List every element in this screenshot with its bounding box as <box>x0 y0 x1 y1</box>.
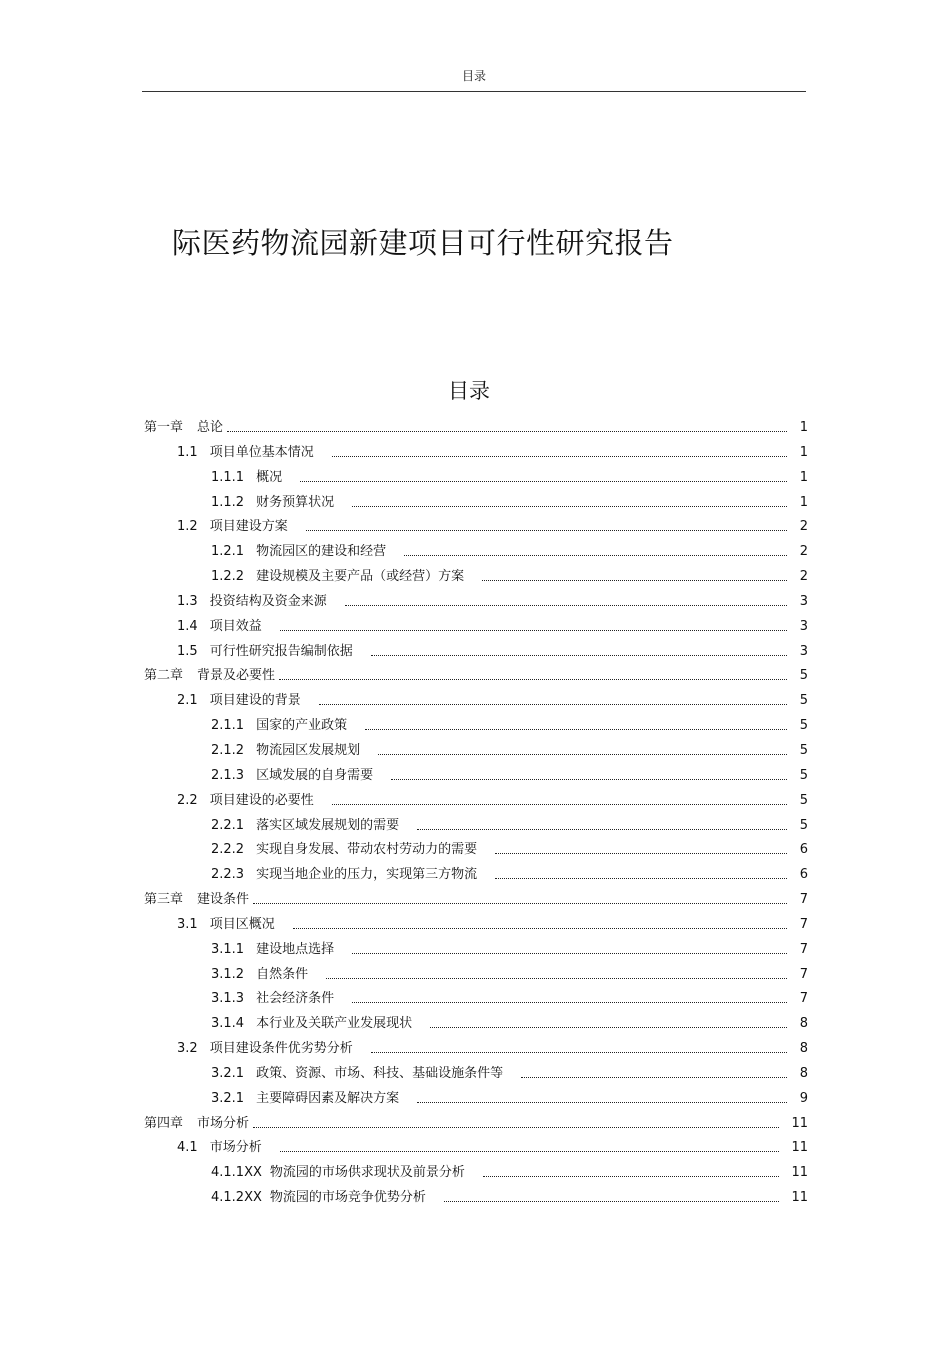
toc-leader-dots <box>306 530 787 531</box>
toc-leader-dots <box>483 1176 779 1177</box>
toc-leader-dots <box>332 456 787 457</box>
toc-entry-title: 项目区概况 <box>209 916 275 932</box>
toc-leader-dots <box>280 1151 779 1152</box>
toc-entry[interactable] <box>144 590 808 615</box>
toc-entry-label <box>211 764 373 789</box>
toc-entry-page: 7 <box>799 941 808 957</box>
toc-entry-page: 1 <box>799 469 808 485</box>
toc-leader-dots <box>430 1027 787 1028</box>
toc-entry-label <box>211 540 386 565</box>
toc-entry-page: 1 <box>799 444 808 460</box>
toc-entry-number: 3.1.3 <box>211 991 245 1007</box>
toc-entry[interactable] <box>144 640 808 665</box>
toc-entry-number: 2.1.1 <box>211 718 245 734</box>
toc-entry-title: 社会经济条件 <box>256 991 335 1007</box>
toc-entry-number: 4.1.2XX <box>211 1190 262 1206</box>
toc-entry-title: 财务预算状况 <box>256 494 335 510</box>
toc-entry-number: 1.1.2 <box>211 494 245 510</box>
toc-entry[interactable] <box>144 714 808 739</box>
toc-leader-dots <box>391 779 787 780</box>
toc-entry[interactable] <box>144 888 808 913</box>
toc-entry-page: 11 <box>791 1115 808 1131</box>
toc-entry[interactable] <box>144 789 808 814</box>
toc-entry-page: 5 <box>799 792 808 808</box>
toc-entry-title: 物流园的市场供求现状及前景分析 <box>269 1165 465 1181</box>
toc-leader-dots <box>365 729 787 730</box>
toc-entry-title: 可行性研究报告编制依据 <box>209 643 353 659</box>
toc-entry-label <box>177 1136 262 1161</box>
toc-entry[interactable] <box>144 963 808 988</box>
toc-entry-page: 2 <box>799 544 808 560</box>
toc-entry[interactable] <box>144 441 808 466</box>
toc-entry-title: 政策、资源、市场、科技、基础设施条件等 <box>256 1065 504 1081</box>
toc-entry-number: 4.1.1XX <box>211 1165 262 1181</box>
toc-entry-label <box>211 1062 503 1087</box>
toc-entry-label <box>211 466 282 491</box>
toc-entry-page: 5 <box>799 668 808 684</box>
toc-entry-number: 3.1.1 <box>211 941 245 957</box>
toc-entry-number: 第二章 <box>144 668 184 684</box>
toc-entry-page: 11 <box>791 1165 808 1181</box>
toc-entry[interactable] <box>144 739 808 764</box>
toc-entry-label <box>144 664 275 689</box>
toc-entry-page: 8 <box>799 1041 808 1057</box>
toc-leader-dots <box>253 1127 779 1128</box>
toc-entry-page: 6 <box>799 842 808 858</box>
toc-entry[interactable] <box>144 416 808 441</box>
toc-leader-dots <box>495 878 787 879</box>
toc-entry-label <box>177 1037 353 1062</box>
running-header <box>142 66 806 92</box>
running-header-title: 目录 <box>461 69 486 83</box>
toc-entry-page: 5 <box>799 817 808 833</box>
toc-leader-dots <box>352 506 787 507</box>
toc-entry-page: 5 <box>799 693 808 709</box>
toc-entry-page: 9 <box>799 1090 808 1106</box>
toc-entry-number: 2.2.3 <box>211 867 245 883</box>
toc-entry-label <box>211 714 347 739</box>
toc-entry-label <box>144 1112 249 1137</box>
toc-entry-label <box>177 441 314 466</box>
toc-entry-title: 市场分析 <box>197 1115 250 1131</box>
toc-entry-title: 建设条件 <box>197 892 250 908</box>
toc-entry-page: 5 <box>799 742 808 758</box>
toc-entry[interactable] <box>144 987 808 1012</box>
toc-entry-label <box>211 739 360 764</box>
toc-entry[interactable] <box>144 515 808 540</box>
toc-entry-page: 11 <box>791 1190 808 1206</box>
toc-entry-page: 3 <box>799 643 808 659</box>
toc-entry-title: 市场分析 <box>209 1140 262 1156</box>
toc-leader-dots <box>404 555 787 556</box>
toc-entry-title: 项目建设条件优劣势分析 <box>209 1041 353 1057</box>
toc-leader-dots <box>293 928 787 929</box>
toc-entry-number: 3.2.1 <box>211 1065 245 1081</box>
toc-entry-number: 2.1.3 <box>211 767 245 783</box>
toc-entry-number: 1.2 <box>177 519 198 535</box>
toc-leader-dots <box>300 481 787 482</box>
toc-leader-dots <box>332 804 787 805</box>
toc-leader-dots <box>279 679 787 680</box>
toc-leader-dots <box>417 1102 787 1103</box>
toc-entry-page: 6 <box>799 867 808 883</box>
toc-entry-page: 7 <box>799 991 808 1007</box>
toc-entry[interactable] <box>144 491 808 516</box>
toc-entry-number: 2.2.2 <box>211 842 245 858</box>
toc-entry-title: 项目单位基本情况 <box>209 444 314 460</box>
toc-leader-dots <box>227 431 787 432</box>
toc-entry-number: 3.1.2 <box>211 966 245 982</box>
toc-entry-label <box>211 987 334 1012</box>
toc-entry[interactable] <box>144 863 808 888</box>
toc-leader-dots <box>444 1201 779 1202</box>
toc-entry[interactable] <box>144 938 808 963</box>
toc-entry-label <box>211 938 334 963</box>
toc-entry[interactable] <box>144 1186 808 1211</box>
toc-entry[interactable] <box>144 615 808 640</box>
toc-entry-number: 1.1.1 <box>211 469 245 485</box>
toc-entry-page: 2 <box>799 519 808 535</box>
toc-leader-dots <box>280 630 787 631</box>
toc-entry[interactable] <box>144 1161 808 1186</box>
toc-entry-number: 第四章 <box>144 1115 184 1131</box>
toc-entry-number: 第三章 <box>144 892 184 908</box>
toc-entry-title: 自然条件 <box>256 966 309 982</box>
toc-entry-page: 5 <box>799 718 808 734</box>
toc-entry-title: 背景及必要性 <box>197 668 276 684</box>
toc-entry[interactable] <box>144 1087 808 1112</box>
toc-entry-label <box>211 1161 465 1186</box>
toc-entry-label <box>144 416 223 441</box>
toc-entry-page: 5 <box>799 767 808 783</box>
toc-entry-title: 项目效益 <box>209 618 262 634</box>
toc-entry-number: 1.1 <box>177 444 198 460</box>
toc-entry-page: 1 <box>799 420 808 435</box>
toc-entry-label <box>211 1186 426 1211</box>
toc-entry-page: 7 <box>799 916 808 932</box>
toc-leader-dots <box>352 1002 787 1003</box>
toc-entry[interactable] <box>144 664 808 689</box>
toc-leader-dots <box>352 953 787 954</box>
toc-entry-title: 主要障碍因素及解决方案 <box>256 1090 400 1106</box>
toc-leader-dots <box>345 605 787 606</box>
toc-entry-title: 物流园区的建设和经营 <box>256 544 387 560</box>
toc-entry[interactable] <box>144 565 808 590</box>
toc-entry-title: 建设地点选择 <box>256 941 335 957</box>
toc-leader-dots <box>521 1077 787 1078</box>
toc-entry[interactable] <box>144 913 808 938</box>
toc-entry-label <box>177 615 262 640</box>
toc-entry-label <box>211 1012 412 1037</box>
toc-entry-page: 2 <box>799 569 808 585</box>
toc-entry[interactable] <box>144 1012 808 1037</box>
toc-entry-page: 8 <box>799 1065 808 1081</box>
document-title: 际医药物流园新建项目可行性研究报告 <box>172 226 674 260</box>
toc-entry[interactable] <box>144 1112 808 1137</box>
toc-entry-title: 物流园的市场竞争优势分析 <box>269 1190 426 1206</box>
toc-entry-title: 项目建设的背景 <box>209 693 301 709</box>
toc-entry-label <box>177 640 353 665</box>
toc-heading: 目录 <box>448 379 490 403</box>
toc-entry-number: 3.2.1 <box>211 1090 245 1106</box>
toc-leader-dots <box>371 655 787 656</box>
toc-entry-title: 物流园区发展规划 <box>256 742 361 758</box>
toc-entry-number: 1.5 <box>177 643 198 659</box>
toc-entry-title: 实现当地企业的压力，实现第三方物流 <box>256 867 478 883</box>
toc-entry-title: 项目建设方案 <box>209 519 288 535</box>
toc-entry[interactable] <box>144 466 808 491</box>
toc-entry-label <box>144 888 249 913</box>
toc-entry-number: 2.2.1 <box>211 817 245 833</box>
toc-entry-number: 1.2.2 <box>211 569 245 585</box>
toc-entry-title: 总论 <box>197 420 224 435</box>
toc-entry-label <box>211 565 464 590</box>
toc-entry-page: 7 <box>799 966 808 982</box>
toc-leader-dots <box>482 580 787 581</box>
toc-leader-dots <box>253 903 787 904</box>
toc-entry-number: 4.1 <box>177 1140 198 1156</box>
toc-entry-title: 项目建设的必要性 <box>209 792 314 808</box>
toc-entry-number: 第一章 <box>144 420 184 435</box>
toc-entry-number: 2.1.2 <box>211 742 245 758</box>
toc-entry[interactable] <box>144 814 808 839</box>
toc-entry-label <box>211 963 308 988</box>
toc-entry-label <box>211 491 334 516</box>
toc-entry-page: 7 <box>799 892 808 908</box>
toc-entry-number: 2.1 <box>177 693 198 709</box>
toc-leader-dots <box>495 853 787 854</box>
toc-entry[interactable] <box>144 1062 808 1087</box>
toc-leader-dots <box>371 1052 787 1053</box>
toc-entry-label <box>177 515 288 540</box>
toc-leader-dots <box>326 978 787 979</box>
toc-entry[interactable] <box>144 1037 808 1062</box>
toc-entry[interactable] <box>144 689 808 714</box>
toc-entry-title: 建设规模及主要产品（或经营）方案 <box>256 569 465 585</box>
toc-entry-title: 实现自身发展、带动农村劳动力的需要 <box>256 842 478 858</box>
toc-entry-title: 投资结构及资金来源 <box>209 593 327 609</box>
toc-entry-number: 3.1.4 <box>211 1016 245 1032</box>
toc-entry[interactable] <box>144 540 808 565</box>
toc-entry[interactable] <box>144 838 808 863</box>
toc-entry-title: 国家的产业政策 <box>256 718 348 734</box>
toc-entry-number: 2.2 <box>177 792 198 808</box>
toc-entry-number: 3.2 <box>177 1041 198 1057</box>
toc-entry[interactable] <box>144 1136 808 1161</box>
table-of-contents <box>144 416 808 1211</box>
toc-entry-label <box>177 913 275 938</box>
toc-entry-label <box>177 789 314 814</box>
toc-entry-title: 落实区域发展规划的需要 <box>256 817 400 833</box>
toc-entry-page: 3 <box>799 593 808 609</box>
toc-entry-label <box>211 838 477 863</box>
toc-entry-page: 1 <box>799 494 808 510</box>
toc-leader-dots <box>319 704 787 705</box>
toc-entry-number: 1.4 <box>177 618 198 634</box>
toc-leader-dots <box>378 754 787 755</box>
toc-entry-title: 本行业及关联产业发展现状 <box>256 1016 413 1032</box>
toc-entry-number: 3.1 <box>177 916 198 932</box>
toc-leader-dots <box>417 829 787 830</box>
toc-entry-label <box>211 814 399 839</box>
toc-entry-label <box>211 1087 399 1112</box>
toc-entry-label <box>177 689 301 714</box>
toc-entry-page: 8 <box>799 1016 808 1032</box>
toc-entry-number: 1.2.1 <box>211 544 245 560</box>
toc-entry[interactable] <box>144 764 808 789</box>
toc-entry-page: 11 <box>791 1140 808 1156</box>
toc-entry-title: 概况 <box>256 469 283 485</box>
toc-entry-number: 1.3 <box>177 593 198 609</box>
toc-entry-label <box>177 590 327 615</box>
toc-entry-label <box>211 863 477 888</box>
toc-entry-title: 区域发展的自身需要 <box>256 767 374 783</box>
toc-entry-page: 3 <box>799 618 808 634</box>
